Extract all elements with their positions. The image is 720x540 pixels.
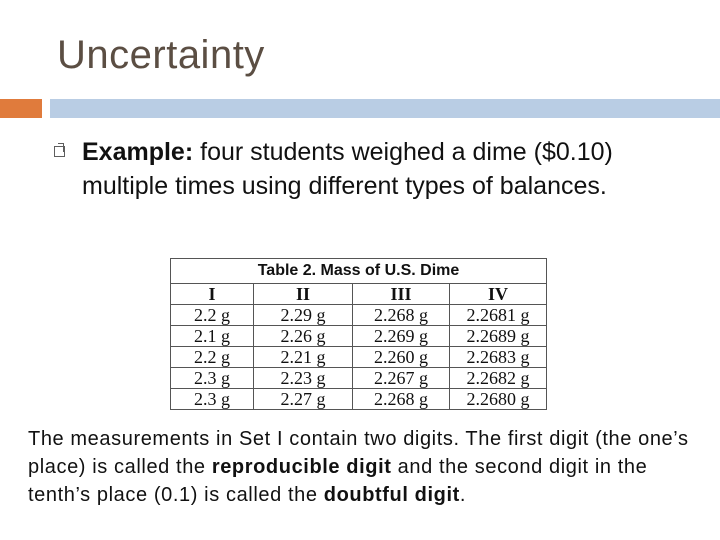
explanation-text: . <box>459 484 467 506</box>
example-paragraph <box>82 135 702 203</box>
table-cell: 2.2689 g <box>450 326 547 347</box>
accent-bar-orange <box>0 99 42 118</box>
table-cell: 2.3 g <box>171 368 254 389</box>
explanation-text: The measurements in Set I contain two digits. The first digit (the one’s place) is called the <box>28 428 689 478</box>
column-header: III <box>353 284 450 305</box>
table-row <box>171 389 547 410</box>
example-label: Example: <box>82 138 194 166</box>
accent-bar-blue <box>50 99 720 118</box>
column-header: I <box>171 284 254 305</box>
table-cell: 2.26 g <box>254 326 353 347</box>
table-cell: 2.1 g <box>171 326 254 347</box>
table-cell: 2.23 g <box>254 368 353 389</box>
table-cell: 2.21 g <box>254 347 353 368</box>
dime-mass-table <box>170 258 547 410</box>
table-cell: 2.260 g <box>353 347 450 368</box>
term-doubtful-digit: doubtful digit <box>323 484 460 506</box>
explanation-paragraph <box>28 425 708 509</box>
table-cell: 2.269 g <box>353 326 450 347</box>
column-header: II <box>254 284 353 305</box>
example-text: four students weighed a dime ($0.10) multiple times using different types of balances. <box>82 138 613 200</box>
table-cell: 2.268 g <box>353 389 450 410</box>
table-cell: 2.29 g <box>254 305 353 326</box>
column-header: IV <box>450 284 547 305</box>
table-row <box>171 347 547 368</box>
table-cell: 2.2683 g <box>450 347 547 368</box>
table-cell: 2.2681 g <box>450 305 547 326</box>
table-row <box>171 305 547 326</box>
table-cell: 2.2 g <box>171 305 254 326</box>
term-reproducible-digit: reproducible digit <box>211 456 392 478</box>
table-cell: 2.3 g <box>171 389 254 410</box>
table-cell: 2.2680 g <box>450 389 547 410</box>
table-cell: 2.2682 g <box>450 368 547 389</box>
table-cell: 2.2 g <box>171 347 254 368</box>
table-cell: 2.268 g <box>353 305 450 326</box>
slide-title: Uncertainty <box>57 33 265 77</box>
table-cell: 2.27 g <box>254 389 353 410</box>
table-row <box>171 368 547 389</box>
table-caption: Table 2. Mass of U.S. Dime <box>171 259 547 284</box>
table-row <box>171 326 547 347</box>
table-cell: 2.267 g <box>353 368 450 389</box>
explanation-text: and the second digit in the tenth’s place (0.1) is called the <box>28 456 648 506</box>
checkbox-bullet-icon <box>54 146 65 157</box>
